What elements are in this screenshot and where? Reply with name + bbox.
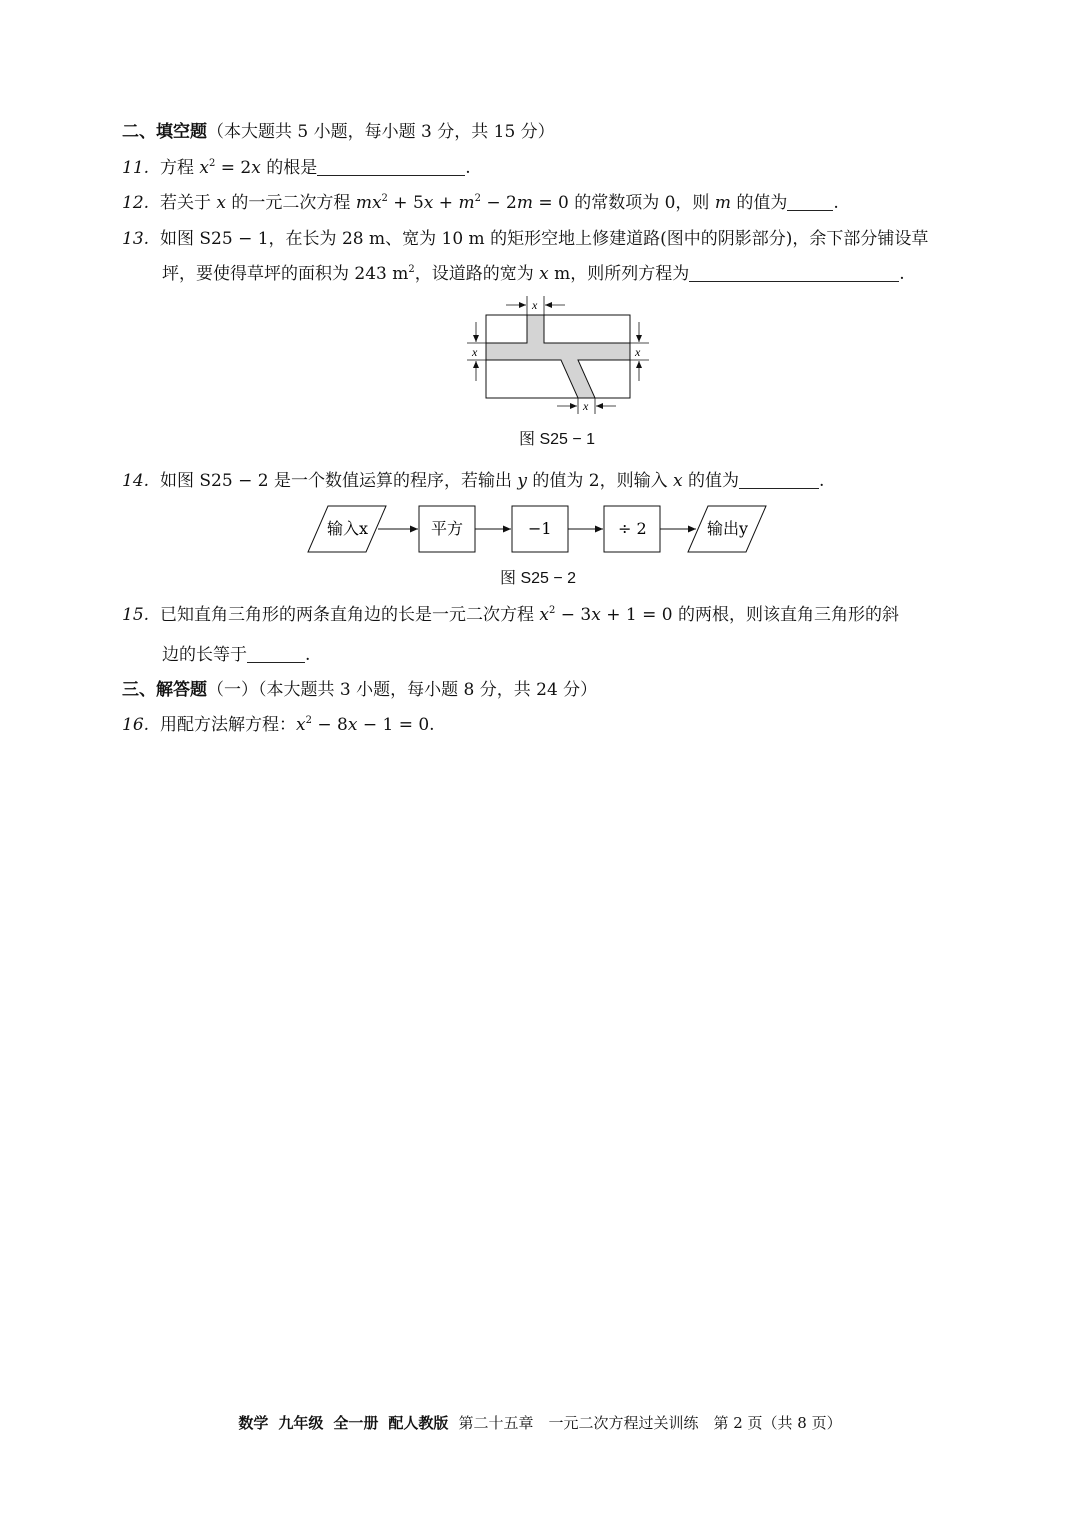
section-2-heading (122, 120, 555, 144)
page-footer (0, 1412, 1080, 1433)
answer-blank[interactable] (247, 645, 305, 663)
question-text: ，设道路的宽为 (414, 264, 540, 284)
math-var: x (199, 158, 209, 178)
math-var: x (347, 715, 358, 735)
question-12 (122, 191, 839, 215)
question-number: 11. (122, 158, 150, 178)
question-text: 用配方法解方程： (160, 715, 296, 735)
section-3-note: （一）（本大题共 3 小题，每小题 8 分，共 24 分） (207, 680, 598, 700)
math-var: x (539, 264, 549, 284)
figure-caption-s25-1: 图 S25 − 1 (519, 431, 596, 448)
math-text: − 2 (480, 193, 517, 213)
dimension-label-bottom: x (583, 399, 589, 413)
math-var: x (216, 193, 226, 213)
footer-grade: 九年级 (278, 1414, 324, 1432)
footer-subject: 数学 (238, 1414, 269, 1432)
question-text: 坪，要使得草坪的面积为 243 m (162, 264, 409, 284)
dimension-label-top: x (532, 298, 538, 312)
question-text: 若关于 (160, 193, 217, 213)
section-3-title: 三、解答题 (122, 680, 207, 700)
question-11 (122, 156, 471, 180)
square-step-label: 平方 (431, 519, 464, 538)
question-16 (122, 713, 435, 737)
question-text: 的常数项为 0，则 (568, 193, 715, 213)
section-2-note: （本大题共 5 小题，每小题 3 分，共 15 分） (207, 122, 555, 142)
math-var: m (355, 193, 372, 213)
question-14 (122, 469, 824, 493)
question-text: 的值为 (682, 471, 739, 491)
math-var: x (539, 605, 549, 625)
figure-s25-1 (462, 294, 662, 418)
answer-blank[interactable] (317, 158, 465, 176)
math-text: = 2 (215, 158, 252, 178)
exponent: 2 (549, 605, 556, 616)
period: . (305, 645, 311, 665)
question-text: 如图 S25 − 1，在长为 28 m、宽为 10 m 的矩形空地上修建道路(图中的阴影部分)，余下部分铺设草 (160, 229, 929, 249)
flowchart-s25-2 (300, 500, 790, 558)
footer-chapter: 第二十五章 一元二次方程过关训练 第 2 页（共 8 页） (458, 1414, 842, 1432)
question-text: 已知直角三角形的两条直角边的长是一元二次方程 (160, 605, 540, 625)
period: . (465, 158, 471, 178)
exponent: 2 (381, 193, 388, 204)
period: . (899, 264, 905, 284)
math-text: − 8 (311, 715, 348, 735)
exponent: 2 (305, 715, 312, 726)
exponent: 2 (209, 158, 216, 169)
math-var: x (591, 605, 601, 625)
minus-one-step-label: −1 (528, 519, 552, 538)
question-number: 13. (122, 229, 150, 249)
math-var: y (517, 471, 527, 491)
input-label: 输入x (327, 519, 369, 538)
math-var: x (673, 471, 683, 491)
dimension-label-left: x (472, 345, 478, 359)
answer-blank[interactable] (787, 193, 833, 211)
math-text: + 5 (387, 193, 424, 213)
question-text: 方程 (160, 158, 194, 178)
footer-edition: 配人教版 (388, 1414, 449, 1432)
question-text: m，则所列方程为 (548, 264, 690, 284)
divide-two-step-label: ÷ 2 (618, 519, 647, 538)
question-text: 的值为 (730, 193, 788, 213)
question-number: 16. (122, 715, 150, 735)
math-text: − 3 (555, 605, 592, 625)
question-text: 的一元二次方程 (226, 193, 356, 213)
math-var: x (371, 193, 382, 213)
answer-blank[interactable] (739, 471, 819, 489)
math-var: x (423, 193, 434, 213)
math-text: + (433, 193, 459, 213)
math-var: m (458, 193, 475, 213)
question-text: 的根是 (260, 158, 318, 178)
math-var: m (714, 193, 731, 213)
question-text: 的值为 2，则输入 (526, 471, 673, 491)
question-13-line-2 (162, 262, 905, 286)
section-3-heading (122, 678, 597, 702)
exponent: 2 (474, 193, 481, 204)
period: . (819, 471, 825, 491)
period: . (833, 193, 839, 213)
figure-caption-s25-2: 图 S25 − 2 (500, 570, 577, 587)
footer-volume: 全一册 (333, 1414, 379, 1432)
question-number: 15. (122, 605, 150, 625)
output-label: 输出y (707, 519, 749, 538)
question-number: 12. (122, 193, 150, 213)
question-text: 如图 S25 − 2 是一个数值运算的程序，若输出 (160, 471, 518, 491)
question-15-line-1 (122, 603, 899, 627)
math-text: − 1 = 0. (357, 715, 435, 735)
math-var: m (516, 193, 533, 213)
math-text: = 0 (532, 193, 569, 213)
question-15-line-2 (162, 643, 310, 667)
exponent: 2 (408, 264, 415, 275)
math-var: x (296, 715, 306, 735)
question-13-line-1 (122, 227, 928, 251)
question-text: 边的长等于 (162, 645, 247, 665)
math-var: x (251, 158, 261, 178)
section-2-title: 二、填空题 (122, 122, 207, 142)
question-text: 的两根，则该直角三角形的斜 (672, 605, 899, 625)
dimension-label-right: x (635, 345, 641, 359)
answer-blank[interactable] (689, 264, 899, 282)
question-number: 14. (122, 471, 150, 491)
math-text: + 1 = 0 (600, 605, 673, 625)
